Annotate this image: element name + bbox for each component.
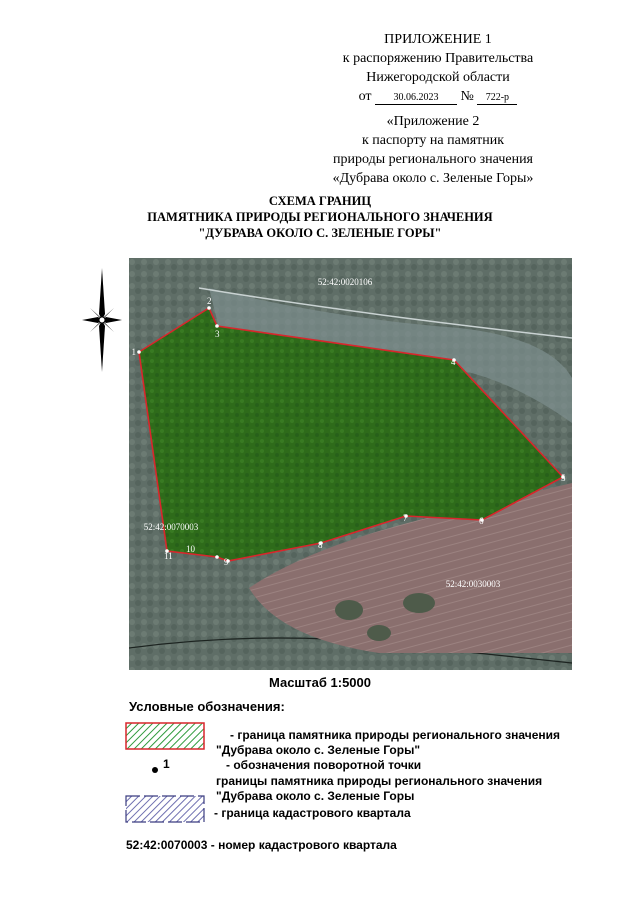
legend-boundary-2: "Дубрава около с. Зеленые Горы" — [216, 743, 421, 757]
legend-point-2: границы памятника природы регионального значения — [216, 774, 543, 788]
point-dot-icon — [152, 767, 158, 773]
turn-point-1 — [137, 350, 141, 354]
cadastral-label-west: 52:42:0070003 — [143, 522, 199, 532]
point-label-8: 8 — [318, 540, 323, 550]
cadastral-label-south: 52:42:0030003 — [445, 579, 501, 589]
order-line-2: к распоряжению Правительства — [342, 51, 534, 66]
annex-line-1: «Приложение 2 — [386, 114, 480, 129]
turn-point-10 — [215, 555, 219, 559]
turn-point-legend-icon — [150, 757, 180, 782]
point-label-3: 3 — [215, 329, 220, 339]
order-date: 30.06.2023 — [375, 92, 457, 105]
order-date-line — [318, 87, 558, 106]
scheme-title — [0, 193, 640, 241]
turn-point-3 — [215, 324, 219, 328]
legend-title: Условные обозначения: — [129, 699, 285, 714]
tree-cluster — [403, 593, 435, 613]
tree-cluster — [335, 600, 363, 620]
appendix-title: ПРИЛОЖЕНИЕ 1 — [384, 32, 492, 47]
map-scale: Масштаб 1:5000 — [268, 675, 371, 690]
title-line-1: СХЕМА ГРАНИЦ — [268, 194, 372, 208]
point-label-9: 9 — [224, 557, 229, 567]
number-label: № — [460, 89, 474, 104]
annex-line-3: природы регионального значения — [333, 152, 533, 167]
cad-number-example: 52:42:0070003 — [126, 838, 208, 852]
point-label-10: 10 — [186, 544, 195, 554]
tree-cluster — [367, 625, 391, 641]
point-label-7: 7 — [403, 513, 408, 523]
order-number: 722-р — [477, 92, 517, 105]
boundary-swatch — [125, 722, 205, 750]
point-label-2: 2 — [207, 296, 212, 306]
cad-number-text: - номер кадастрового квартала — [207, 838, 397, 852]
point-example-number: 1 — [163, 757, 170, 771]
from-label: от — [358, 89, 372, 104]
order-line-3: Нижегородской области — [366, 70, 510, 85]
legend-point-3: "Дубрава около с. Зеленые Горы — [216, 789, 415, 803]
turn-point-2 — [207, 306, 211, 310]
cadastral-swatch — [125, 795, 205, 823]
annex-reference — [308, 112, 558, 188]
north-arrow-icon — [82, 268, 122, 372]
legend-boundary-1: - граница памятника природы регионального значения — [230, 728, 561, 742]
legend-cadastral-number — [126, 838, 397, 852]
title-line-2: ПАМЯТНИКА ПРИРОДЫ РЕГИОНАЛЬНОГО ЗНАЧЕНИЯ — [147, 210, 493, 224]
legend-cadastral: - граница кадастрового квартала — [214, 806, 411, 820]
legend-point-1: - обозначения поворотной точки — [226, 758, 422, 772]
title-line-3: "ДУБРАВА ОКОЛО С. ЗЕЛЕНЫЕ ГОРЫ" — [198, 226, 442, 240]
annex-line-2: к паспорту на памятник — [361, 133, 505, 148]
point-label-11: 11 — [164, 551, 173, 561]
point-label-6: 6 — [479, 516, 484, 526]
point-label-5: 5 — [561, 473, 566, 483]
point-label-1: 1 — [131, 347, 136, 357]
satellite-map — [129, 258, 572, 670]
point-label-4: 4 — [451, 357, 456, 367]
order-header — [318, 30, 558, 106]
cadastral-label-north: 52:42:0020106 — [317, 277, 373, 287]
annex-line-4: «Дубрава около с. Зеленые Горы» — [332, 171, 534, 186]
